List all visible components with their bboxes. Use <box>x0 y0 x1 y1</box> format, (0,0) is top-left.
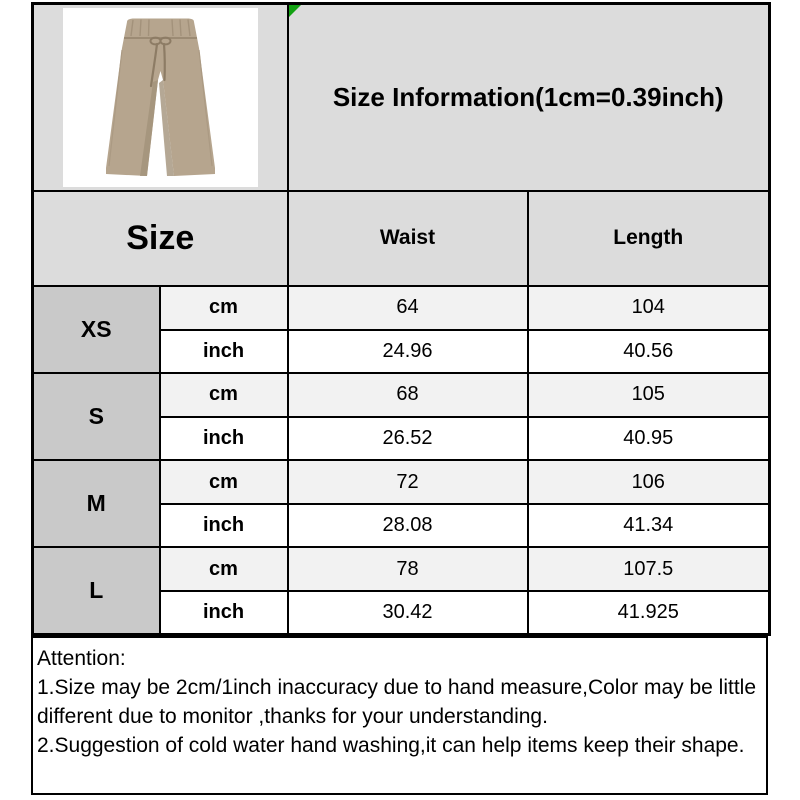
unit-cell: cm <box>160 460 288 504</box>
unit-cell: cm <box>160 547 288 591</box>
size-info-header-cell <box>288 4 770 191</box>
value-cell-s-waist-cm: 68 <box>288 373 528 417</box>
unit-cell: inch <box>160 504 288 548</box>
value-cell-l-waist-cm: 78 <box>288 547 528 591</box>
table-header-row <box>33 191 770 286</box>
attention-line-2: different due to monitor ,thanks for your understanding. <box>37 705 548 728</box>
table-row-s-cm <box>33 373 770 417</box>
product-photo-cell <box>33 4 288 191</box>
table-row-m-cm <box>33 460 770 504</box>
size-info-title: Size Information(1cm=0.39inch) <box>332 81 724 112</box>
value-cell-s-waist-inch: 26.52 <box>288 417 528 461</box>
attention-box <box>31 636 768 795</box>
attention-line-3: 2.Suggestion of cold water hand washing,it can help items keep their shape. <box>37 734 745 757</box>
attention-line-1: 1.Size may be 2cm/1inch inaccuracy due to hand measure,Color may be little <box>37 676 757 699</box>
value-cell-l-length-inch: 41.925 <box>528 591 770 635</box>
unit-cell: inch <box>160 591 288 635</box>
value-cell-xs-length-cm: 104 <box>528 286 770 330</box>
pants-image <box>63 8 258 187</box>
unit-cell: inch <box>160 330 288 374</box>
value-cell-s-length-cm: 105 <box>528 373 770 417</box>
size-table <box>31 2 771 636</box>
value-cell-xs-length-inch: 40.56 <box>528 330 770 374</box>
product-photo <box>63 8 258 187</box>
column-header-size: Size <box>33 191 288 286</box>
value-cell-xs-waist-inch: 24.96 <box>288 330 528 374</box>
unit-cell: cm <box>160 286 288 330</box>
value-cell-xs-waist-cm: 64 <box>288 286 528 330</box>
table-row-xs-cm <box>33 286 770 330</box>
unit-cell: inch <box>160 417 288 461</box>
table-row-l-cm <box>33 547 770 591</box>
value-cell-m-waist-inch: 28.08 <box>288 504 528 548</box>
attention-title: Attention: <box>37 647 126 670</box>
table-row-top <box>33 4 770 191</box>
size-label-s: S <box>33 373 160 460</box>
size-label-m: M <box>33 460 160 547</box>
column-header-length: Length <box>528 191 770 286</box>
value-cell-l-waist-inch: 30.42 <box>288 591 528 635</box>
size-label-l: L <box>33 547 160 634</box>
value-cell-m-length-cm: 106 <box>528 460 770 504</box>
column-header-waist: Waist <box>288 191 528 286</box>
value-cell-l-length-cm: 107.5 <box>528 547 770 591</box>
value-cell-s-length-inch: 40.95 <box>528 417 770 461</box>
unit-cell: cm <box>160 373 288 417</box>
value-cell-m-length-inch: 41.34 <box>528 504 770 548</box>
size-label-xs: XS <box>33 286 160 373</box>
value-cell-m-waist-cm: 72 <box>288 460 528 504</box>
excel-corner-marker-icon <box>289 5 301 17</box>
